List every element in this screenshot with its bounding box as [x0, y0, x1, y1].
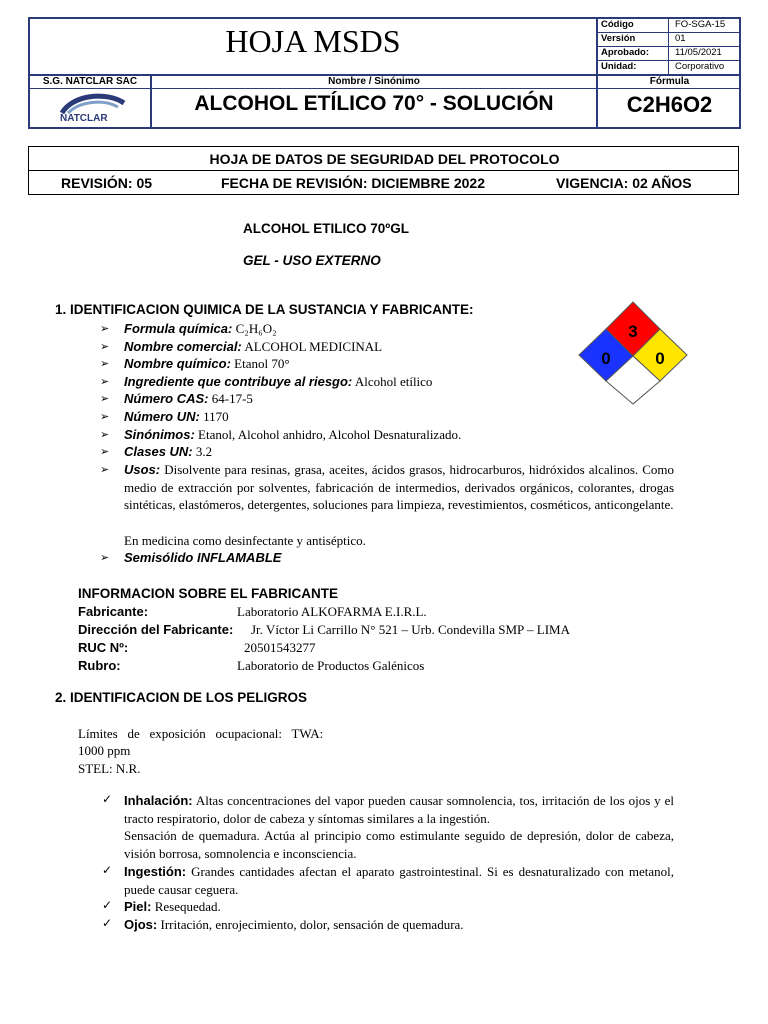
fabricante-label: Dirección del Fabricante:: [78, 622, 234, 637]
logo-text: NATCLAR: [60, 113, 108, 124]
arrow-bullet-icon: ➢: [100, 428, 110, 441]
hazard-label: Inhalación:: [124, 793, 193, 808]
product-formula: C2H6O2: [626, 92, 713, 117]
hazard-inhalacion-extra: Sensación de quemadura. Actúa al principio como estimulante seguido de depresión, dolor de cabeza, visión borrosa, somnolencia e inconsciencia.: [124, 828, 674, 861]
fabricante-value: Laboratorio de Productos Galénicos: [237, 658, 425, 673]
hazard-ojos: [124, 916, 674, 934]
item-value: C₂H₆O₂: [235, 321, 277, 336]
arrow-bullet-icon: ➢: [100, 340, 110, 353]
hazard-label: Piel:: [124, 899, 152, 914]
section2-title: 2. IDENTIFICACION DE LOS PELIGROS: [55, 690, 308, 705]
arrow-bullet-icon: ➢: [100, 410, 110, 423]
hazard-label: Ingestión:: [124, 864, 187, 879]
nfpa-diamond-icon: [578, 301, 688, 405]
arrow-bullet-icon: ➢: [100, 463, 110, 476]
fabricante-value: Jr. Víctor Li Carrillo N° 521 – Urb. Condevilla SMP – LIMA: [251, 622, 570, 637]
hazard-text: Irritación, enrojecimiento, dolor, sensación de quemadura.: [160, 917, 464, 932]
protocol-vigencia: VIGENCIA: 02 AÑOS: [556, 175, 692, 191]
meta-value-unidad: Corporativo: [675, 61, 725, 72]
hazard-ingestion: [124, 863, 674, 898]
limits-line-3: STEL: N.R.: [78, 761, 141, 776]
natclar-logo: [54, 91, 130, 127]
header-vline-2: [668, 19, 669, 75]
item-label: Nombre comercial:: [124, 339, 242, 354]
usos-paragraph: [124, 461, 674, 514]
nfpa-reactivity-value: 0: [655, 349, 665, 368]
usos-text: Disolvente para resinas, grasa, aceites, ácidos grasos, hidrocarburos, hidróxidos alcalinos. Como medio de extracción por solventes, fabricación de intermedios, derivados orgánicos, colorantes, drogas sintéticas, elastómeros, detergentes, soluciones para limpieza, revestimientos, cosméticos, anticongelante.: [124, 462, 675, 512]
item-value: 64-17-5: [211, 391, 253, 406]
usos-label: Usos:: [124, 462, 161, 477]
hazard-piel: [124, 898, 674, 916]
item-label: Nombre químico:: [124, 356, 231, 371]
meta-label-unidad: Unidad:: [601, 61, 637, 72]
logo-arc-icon: [54, 91, 130, 115]
product-heading: ALCOHOL ETILICO 70ºGL: [243, 221, 409, 236]
item-label: Número CAS:: [124, 391, 209, 406]
meta-label-codigo: Código: [601, 19, 634, 30]
item-label: Ingrediente que contribuye al riesgo:: [124, 374, 353, 389]
item-label: Clases UN:: [124, 444, 193, 459]
arrow-bullet-icon: ➢: [100, 392, 110, 405]
item-value: Etanol 70°: [234, 356, 290, 371]
item-value: 1170: [203, 409, 229, 424]
formula-label: Fórmula: [649, 76, 690, 87]
name-label: Nombre / Sinónimo: [328, 76, 420, 87]
limits-line-2: 1000 ppm: [78, 743, 131, 758]
header-hline-labels: [30, 88, 741, 89]
meta-label-aprobado: Aprobado:: [601, 47, 650, 58]
protocol-divider: [29, 170, 738, 171]
hazard-label: Ojos:: [124, 917, 158, 932]
item-label: Formula química:: [124, 321, 233, 336]
nfpa-fire-value: 3: [628, 322, 638, 341]
meta-label-version: Versión: [601, 33, 636, 44]
limits-line-1: Límites de exposición ocupacional: TWA:: [78, 726, 324, 741]
protocol-title: HOJA DE DATOS DE SEGURIDAD DEL PROTOCOLO: [209, 151, 560, 167]
fabricante-label: Fabricante:: [78, 604, 149, 619]
fabricante-title: INFORMACION SOBRE EL FABRICANTE: [78, 586, 339, 601]
fabricante-value: Laboratorio ALKOFARMA E.I.R.L.: [237, 604, 427, 619]
product-name: ALCOHOL ETÍLICO 70° - SOLUCIÓN: [194, 92, 554, 115]
meta-value-codigo: FO-SGA-15: [675, 19, 726, 30]
nfpa-diamond: [578, 301, 688, 405]
item-value: 3.2: [195, 444, 213, 459]
checkmark-icon: ✓: [102, 863, 113, 877]
arrow-bullet-icon: ➢: [100, 551, 110, 564]
hazard-text: Resequedad.: [154, 899, 221, 914]
checkmark-icon: ✓: [102, 916, 113, 930]
checkmark-icon: ✓: [102, 792, 113, 806]
meta-value-version: 01: [675, 33, 686, 44]
hazard-inhalacion: [124, 792, 674, 827]
meta-value-aprobado: 11/05/2021: [675, 47, 722, 58]
section1-title: 1. IDENTIFICACION QUIMICA DE LA SUSTANCIA Y FABRICANTE:: [55, 302, 474, 317]
protocol-revision: REVISIÓN: 05: [61, 175, 153, 191]
semisolido-label: Semisólido INFLAMABLE: [124, 550, 282, 565]
protocol-fecha: FECHA DE REVISIÓN: DICIEMBRE 2022: [221, 175, 485, 191]
document-header: [28, 17, 741, 129]
document-title: HOJA MSDS: [225, 23, 401, 59]
company-label: S.G. NATCLAR SAC: [42, 76, 138, 87]
fabricante-label: RUC Nº:: [78, 640, 129, 655]
item-value: Etanol, Alcohol anhidro, Alcohol Desnaturalizado.: [198, 427, 462, 442]
fabricante-label: Rubro:: [78, 658, 121, 673]
hazard-text: Altas concentraciones del vapor pueden causar somnolencia, tos, irritación de los ojos y el tracto respiratorio, dolor de cabeza y síntomas similares a la ingestión.: [124, 793, 674, 826]
item-value: Alcohol etílico: [354, 374, 433, 389]
item-value: ALCOHOL MEDICINAL: [244, 339, 383, 354]
checkmark-icon: ✓: [102, 898, 113, 912]
nfpa-health-value: 0: [601, 349, 611, 368]
hazard-text: Grandes cantidades afectan el aparato gastrointestinal. Si es desnaturalizado con metanol, puede causar ceguera.: [124, 864, 675, 897]
usos-extra: En medicina como desinfectante y antiséptico.: [124, 533, 366, 548]
item-label: Sinónimos:: [124, 427, 195, 442]
item-label: Número UN:: [124, 409, 200, 424]
fabricante-value: 20501543277: [244, 640, 316, 655]
arrow-bullet-icon: ➢: [100, 445, 110, 458]
product-subheading: GEL - USO EXTERNO: [243, 253, 381, 268]
arrow-bullet-icon: ➢: [100, 322, 110, 335]
arrow-bullet-icon: ➢: [100, 357, 110, 370]
arrow-bullet-icon: ➢: [100, 375, 110, 388]
protocol-box: [28, 146, 739, 195]
